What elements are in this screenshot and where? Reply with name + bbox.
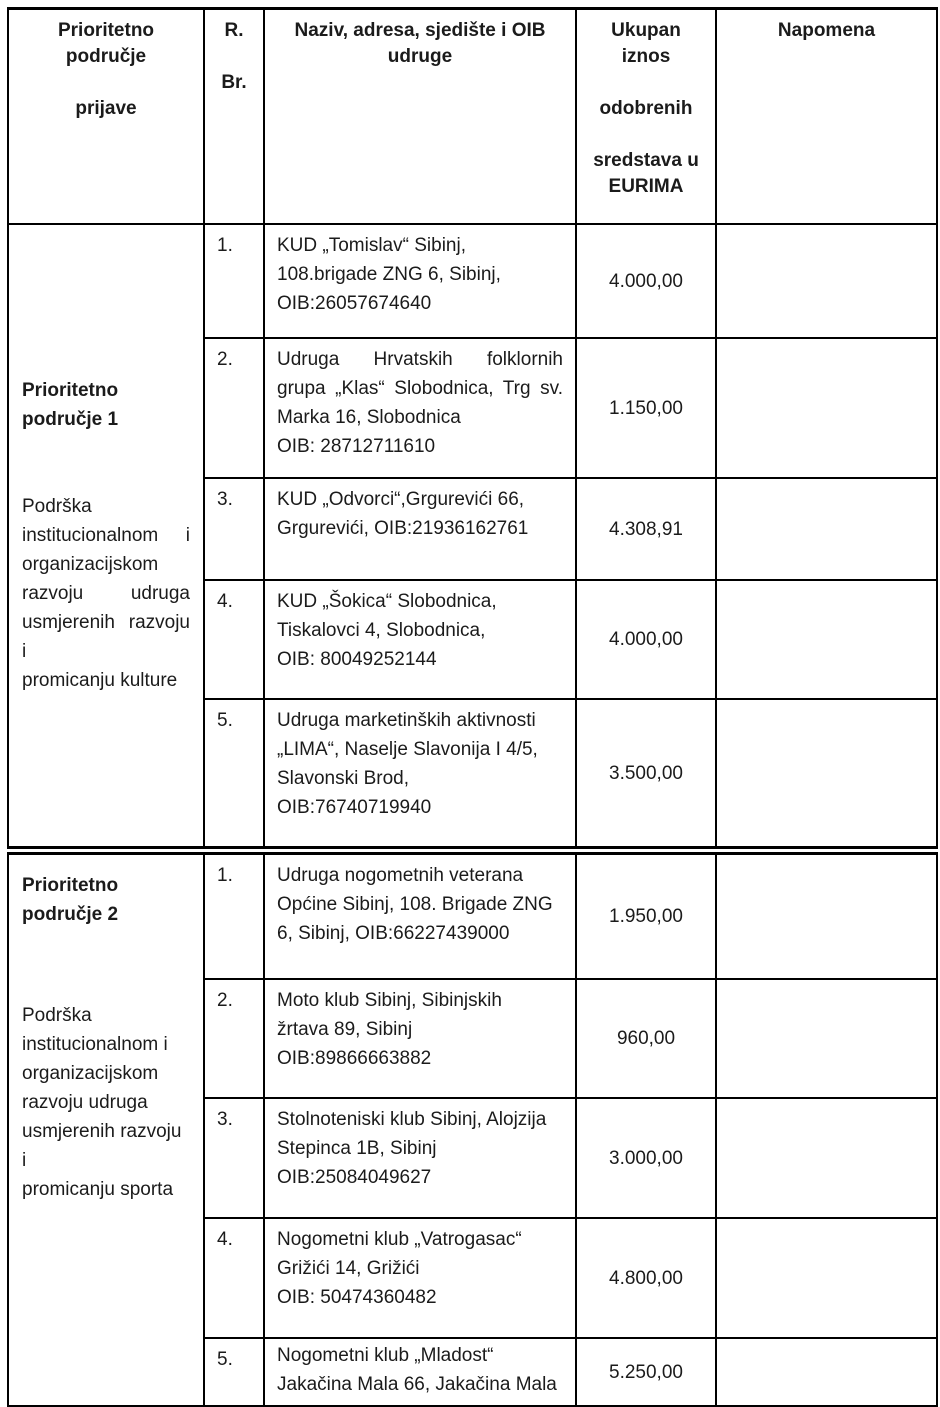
text-line: sredstava u [593,150,699,171]
text-line: Prioritetno [22,875,119,896]
note-cell [716,854,937,980]
text-line: Podrška [22,1005,92,1026]
text-line: Br. [221,72,247,93]
document-page [7,7,938,1407]
amount-cell: 1.950,00 [576,854,716,980]
text-line: 108.brigade ZNG 6, Sibinj, [277,264,501,285]
text-line: Udruga marketinških aktivnosti [277,710,536,731]
text-line: Prioritetno [57,20,155,41]
note-cell [716,224,937,338]
association-cell [264,478,576,580]
note-cell [716,338,937,478]
note-cell [716,580,937,699]
priority-area-description [22,492,190,695]
row-number-cell: 3. [204,478,264,580]
text-line: OIB: 50474360482 [277,1287,437,1308]
priority-area-label [22,871,190,929]
association-cell [264,1338,576,1406]
grants-table-section-2 [7,852,938,1407]
text-line: Stolnoteniski klub Sibinj, Alojzija [277,1109,547,1130]
text-line: Tiskalovci 4, Slobodnica, [277,620,486,641]
row-number-cell: 1. [204,854,264,980]
row-number-cell: 5. [204,1338,264,1406]
text-line: OIB:89866663882 [277,1048,432,1069]
text-line: razvoju udruga [22,583,190,604]
priority-area-cell [8,854,204,1407]
association-cell [264,699,576,848]
amount-cell: 4.800,00 [576,1218,716,1338]
text-line: Grgurevići, OIB:21936162761 [277,518,529,539]
note-cell [716,1338,937,1406]
text-line: organizacijskom [22,1063,159,1084]
amount-cell: 3.000,00 [576,1098,716,1218]
row-number-cell: 2. [204,979,264,1098]
text-line: OIB: 80049252144 [277,649,437,670]
spacer [22,929,190,1001]
row-number-cell: 5. [204,699,264,848]
text-line: OIB: 28712711610 [277,436,436,457]
text-line: „LIMA“, Naselje Slavonija I 4/5, [277,739,538,760]
priority-area-description [22,1001,190,1204]
amount-cell: 4.000,00 [576,224,716,338]
association-cell [264,224,576,338]
text-line: Udruga nogometnih veterana [277,865,524,886]
amount-cell: 960,00 [576,979,716,1098]
text-line: udruge [387,46,453,67]
text-line: Slavonski Brod, [277,768,410,789]
association-cell [264,1218,576,1338]
text-line: promicanju sporta [22,1179,174,1200]
row-number-cell: 2. [204,338,264,478]
text-line: 6, Sibinj, OIB:66227439000 [277,923,510,944]
spacer [22,434,190,492]
header-association [264,9,576,225]
header-row-number [204,9,264,225]
text-line: Naziv, adresa, sjedište i OIB [294,20,546,41]
amount-cell: 5.250,00 [576,1338,716,1406]
text-line: područje [65,46,147,67]
text-line: prijave [75,98,137,119]
text-line: KUD „Šokica“ Slobodnica, [277,591,497,612]
association-cell [264,854,576,980]
text-line: Nogometni klub „Mladost“ [277,1345,494,1366]
text-line: institucionalnom i [22,525,190,546]
text-line: Udruga Hrvatskih folklornih [277,349,563,370]
row-number-cell: 1. [204,224,264,338]
text-line: Podrška [22,496,92,517]
association-cell [264,1098,576,1218]
note-cell [716,1098,937,1218]
association-cell [264,580,576,699]
text-line: Napomena [777,20,876,41]
header-priority-area [8,9,204,225]
text-line: OIB:25084049627 [277,1167,432,1188]
text-line: žrtava 89, Sibinj [277,1019,413,1040]
text-line: grupa „Klas“ Slobodnica, Trg sv. [277,378,563,399]
text-line: područje 1 [22,409,119,430]
text-line: Nogometni klub „Vatrogasac“ [277,1229,522,1250]
text-line: KUD „Odvorci“,Grgurevići 66, [277,489,525,510]
priority-area-label [22,376,190,434]
association-cell [264,979,576,1098]
text-line: odobrenih [599,98,693,119]
text-line: Stepinca 1B, Sibinj [277,1138,437,1159]
text-line: usmjerenih razvoju i [22,1121,182,1171]
text-line [211,44,257,70]
text-line: institucionalnom i [22,1034,168,1055]
text-line: iznos [621,46,671,67]
amount-cell: 4.000,00 [576,580,716,699]
note-cell [716,1218,937,1338]
text-line: Općine Sibinj, 108. Brigade ZNG [277,894,553,915]
text-line: razvoju udruga [22,1092,148,1113]
text-line: Ukupan [611,20,681,41]
text-line: Moto klub Sibinj, Sibinjskih [277,990,502,1011]
text-line: EURIMA [608,176,684,197]
row-number-cell: 3. [204,1098,264,1218]
text-line: područje 2 [22,904,119,925]
text-line: promicanju kulture [22,670,178,691]
row-number-cell: 4. [204,580,264,699]
amount-cell: 1.150,00 [576,338,716,478]
text-line: Prioritetno [22,380,119,401]
association-cell [264,338,576,478]
amount-cell: 4.308,91 [576,478,716,580]
text-line [15,70,197,96]
text-line: usmjerenih razvoju i [22,612,190,662]
text-line: KUD „Tomislav“ Sibinj, [277,235,466,256]
header-row [8,9,937,225]
text-line: OIB:76740719940 [277,797,432,818]
text-line: Jakačina Mala 66, Jakačina Mala [277,1374,557,1395]
amount-cell: 3.500,00 [576,699,716,848]
text-line [583,122,709,148]
header-note [716,9,937,225]
text-line: Marka 16, Slobodnica [277,407,461,428]
text-line [583,70,709,96]
text-line: R. [224,20,244,41]
grants-table-section-1 [7,7,938,849]
note-cell [716,699,937,848]
row-number-cell: 4. [204,1218,264,1338]
note-cell [716,478,937,580]
priority-area-cell [8,224,204,848]
note-cell [716,979,937,1098]
text-line: organizacijskom [22,554,159,575]
text-line: Grižići 14, Grižići [277,1258,420,1279]
table-row [8,224,937,338]
text-line: OIB:26057674640 [277,293,432,314]
header-approved-amount [576,9,716,225]
table-row [8,854,937,980]
